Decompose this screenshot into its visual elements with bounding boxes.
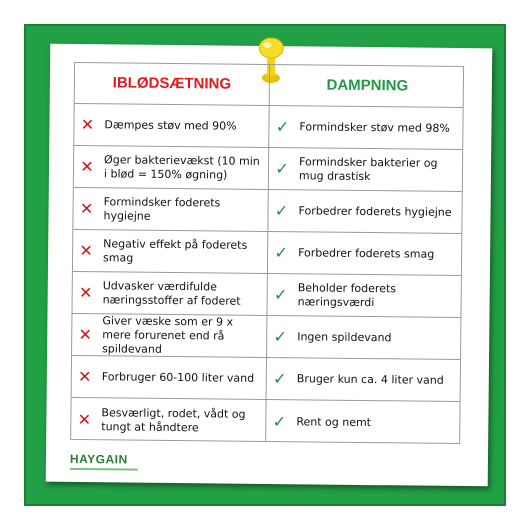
soaking-point: Øger bakterievækst (10 min i blød = 150% øgning) [103,152,260,182]
table-row [73,229,461,275]
header-soaking: IBLØDSÆTNING [112,74,232,93]
check-icon: ✓ [273,326,288,346]
check-icon: ✓ [274,242,288,262]
cross-icon: ✕ [79,198,94,218]
soaking-point: Negativ effekt på foderets smag [103,236,248,265]
logo-underline [70,468,138,471]
check-icon: ✓ [272,411,287,431]
soaking-point: Dæmpes støv med 90% [104,117,237,133]
steaming-point: Bruger kun ca. 4 liter vand [296,371,444,387]
cross-icon: ✕ [77,409,92,429]
header-steaming: DAMPNING [326,76,409,95]
comparison-table [70,62,464,444]
table-row [74,103,462,149]
table-row [74,145,462,191]
steaming-point: Rent og nemt [296,414,372,429]
check-icon: ✓ [275,116,290,136]
steaming-point: Forbedrer foderets hygiejne [298,203,452,219]
steaming-point: Forbedrer foderets smag [298,245,435,261]
haygain-logo: HAYGAIN [69,451,128,467]
soaking-point: Formindsker foderets hygiejne [103,194,221,223]
steaming-point: Formindsker bakterier og mug drastisk [298,154,438,183]
cross-icon: ✕ [80,156,94,176]
soaking-point: Besværligt, rodet, vådt og tungt at håndtere [101,405,246,434]
cross-icon: ✕ [80,114,95,134]
table-row [72,313,460,359]
table-row [72,271,460,317]
table-row [73,187,461,233]
check-icon: ✓ [273,368,287,388]
table-row [71,397,459,445]
steaming-point: Formindsker støv med 98% [299,119,450,135]
check-icon: ✓ [275,158,289,178]
cross-icon: ✕ [78,324,93,344]
cross-icon: ✕ [78,366,92,386]
soaking-point: Giver væske som er 9 x mere forurenet end rå spildevand [102,313,234,356]
cross-icon: ✕ [79,240,93,260]
check-icon: ✓ [274,200,289,220]
steaming-point: Beholder foderets næringsværdi [297,280,397,309]
check-icon: ✓ [273,284,288,304]
soaking-point: Udvasker værdifulde næringsstoffer af foderet [102,278,241,308]
comparison-card [46,44,493,487]
steaming-point: Ingen spildevand [297,329,392,344]
table-row [72,355,460,401]
soaking-point: Forbruger 60-100 liter vand [101,369,255,385]
cross-icon: ✕ [78,282,93,302]
